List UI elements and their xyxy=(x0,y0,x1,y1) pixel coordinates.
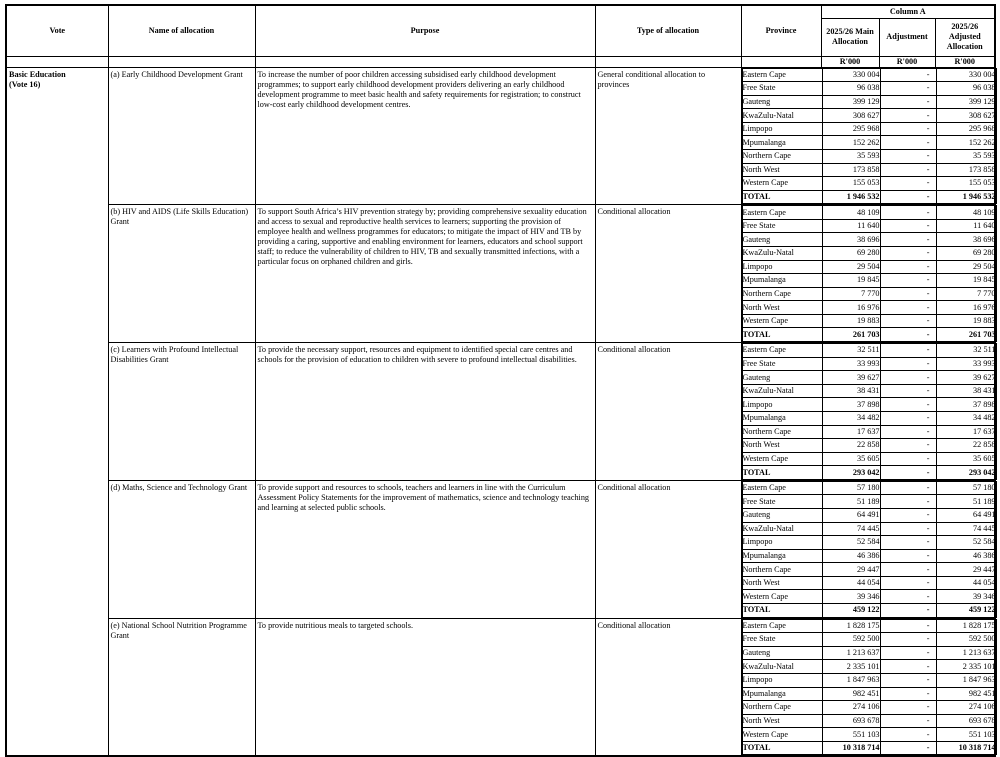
grant-purpose: To support South Africa’s HIV prevention strategy by; providing comprehensive sexuality education and access to sexual and reproductive health services to learners; supporting the provision of employee health and wellness programmes for educators; to mitigate the impact of HIV and TB by providing a caring, supportive and enabling environment for learners, educators and school support staff; to reduce the vulnerability of children to HIV, TB and sexually transmitted infections, with a particular focus on orphaned children and girls. xyxy=(255,205,595,343)
province-row xyxy=(742,95,996,109)
adjustment-value: - xyxy=(880,95,936,109)
adjusted-allocation-value: 35 593 xyxy=(936,149,996,163)
total-label: TOTAL xyxy=(742,741,822,755)
main-allocation-value: 52 584 xyxy=(822,536,880,550)
grant-purpose: To provide the necessary support, resources and equipment to identified special care centres and schools for the provision of education to children with severe to profound intellectual disabilities. xyxy=(255,343,595,481)
adjustment-value: - xyxy=(880,495,936,509)
adjusted-allocation-value: 52 584 xyxy=(936,536,996,550)
main-allocation-value: 57 180 xyxy=(822,481,880,495)
adjustment-value: - xyxy=(880,247,936,261)
adjustment-value: - xyxy=(880,439,936,453)
total-main-allocation: 1 946 532 xyxy=(822,190,880,204)
grant-type: Conditional allocation xyxy=(595,205,741,343)
main-allocation-value: 96 038 xyxy=(822,82,880,96)
main-allocation-value: 152 262 xyxy=(822,136,880,150)
header-adjustment: Adjustment xyxy=(879,18,935,56)
adjustment-value: - xyxy=(880,728,936,742)
province-name: Mpumalanga xyxy=(742,411,822,425)
adjustment-value: - xyxy=(880,233,936,247)
adjustment-value: - xyxy=(880,149,936,163)
total-adjustment: - xyxy=(880,190,936,204)
main-allocation-value: 29 447 xyxy=(822,563,880,577)
province-row xyxy=(742,495,996,509)
province-row xyxy=(742,481,996,495)
adjustment-value: - xyxy=(880,398,936,412)
total-main-allocation: 293 042 xyxy=(822,466,880,480)
adjustment-value: - xyxy=(880,536,936,550)
grant-type: General conditional allocation to provinces xyxy=(595,67,741,205)
header-purpose: Purpose xyxy=(255,5,595,56)
main-allocation-value: 399 129 xyxy=(822,95,880,109)
adjusted-allocation-value: 1 828 175 xyxy=(936,619,996,633)
vote-name: Basic Education xyxy=(9,69,66,79)
adjustment-value: - xyxy=(880,371,936,385)
province-name: Free State xyxy=(742,357,822,371)
main-allocation-value: 48 109 xyxy=(822,206,880,220)
adjusted-allocation-value: 48 109 xyxy=(936,206,996,220)
adjusted-allocation-value: 38 696 xyxy=(936,233,996,247)
main-allocation-value: 35 593 xyxy=(822,149,880,163)
header-vote: Vote xyxy=(6,5,108,56)
main-allocation-value: 22 858 xyxy=(822,439,880,453)
grant-type: Conditional allocation xyxy=(595,480,741,618)
adjustment-value: - xyxy=(880,549,936,563)
main-allocation-value: 39 627 xyxy=(822,371,880,385)
adjustment-value: - xyxy=(880,219,936,233)
province-row xyxy=(742,439,996,453)
province-name: Gauteng xyxy=(742,95,822,109)
province-row xyxy=(742,633,996,647)
adjustment-value: - xyxy=(880,287,936,301)
province-name: Mpumalanga xyxy=(742,274,822,288)
adjusted-allocation-value: 173 858 xyxy=(936,163,996,177)
province-name: Western Cape xyxy=(742,314,822,328)
adjusted-allocation-value: 32 511 xyxy=(936,344,996,358)
province-name: Northern Cape xyxy=(742,287,822,301)
province-row xyxy=(742,357,996,371)
grant-name: (a) Early Childhood Development Grant xyxy=(108,67,255,205)
adjusted-allocation-value: 1 847 963 xyxy=(936,673,996,687)
adjustment-value: - xyxy=(880,344,936,358)
province-name: North West xyxy=(742,439,822,453)
adjusted-allocation-value: 22 858 xyxy=(936,439,996,453)
province-name: Western Cape xyxy=(742,452,822,466)
adjusted-allocation-value: 1 213 637 xyxy=(936,646,996,660)
province-row xyxy=(742,384,996,398)
adjusted-allocation-value: 29 504 xyxy=(936,260,996,274)
province-row xyxy=(742,673,996,687)
vote-number: (Vote 16) xyxy=(9,79,41,89)
grant-province-block xyxy=(741,618,995,756)
main-allocation-value: 295 968 xyxy=(822,122,880,136)
main-allocation-value: 1 213 637 xyxy=(822,646,880,660)
province-row xyxy=(742,398,996,412)
province-row xyxy=(742,660,996,674)
unit-label: R'000 xyxy=(935,56,995,67)
adjusted-allocation-value: 152 262 xyxy=(936,136,996,150)
adjusted-allocation-value: 39 346 xyxy=(936,590,996,604)
province-row xyxy=(742,274,996,288)
province-row xyxy=(742,206,996,220)
province-name: Eastern Cape xyxy=(742,206,822,220)
province-name: Northern Cape xyxy=(742,149,822,163)
province-row xyxy=(742,646,996,660)
adjusted-allocation-value: 39 627 xyxy=(936,371,996,385)
adjustment-value: - xyxy=(880,576,936,590)
adjusted-allocation-value: 11 640 xyxy=(936,219,996,233)
adjusted-allocation-value: 34 482 xyxy=(936,411,996,425)
main-allocation-value: 7 770 xyxy=(822,287,880,301)
adjusted-allocation-value: 69 280 xyxy=(936,247,996,261)
adjustment-value: - xyxy=(880,163,936,177)
adjustment-value: - xyxy=(880,481,936,495)
adjustment-value: - xyxy=(880,68,936,82)
adjustment-value: - xyxy=(880,701,936,715)
adjusted-allocation-value: 308 627 xyxy=(936,109,996,123)
province-row xyxy=(742,247,996,261)
province-name: Free State xyxy=(742,495,822,509)
unit-label: R'000 xyxy=(821,56,879,67)
main-allocation-value: 693 678 xyxy=(822,714,880,728)
adjustment-value: - xyxy=(880,509,936,523)
adjustment-value: - xyxy=(880,136,936,150)
header-type: Type of allocation xyxy=(595,5,741,56)
province-name: Gauteng xyxy=(742,509,822,523)
province-row xyxy=(742,177,996,191)
adjustment-value: - xyxy=(880,177,936,191)
province-name: KwaZulu-Natal xyxy=(742,522,822,536)
total-adjustment: - xyxy=(880,741,936,755)
total-adjusted-allocation: 1 946 532 xyxy=(936,190,996,204)
adjustment-value: - xyxy=(880,82,936,96)
province-row xyxy=(742,82,996,96)
province-name: Limpopo xyxy=(742,673,822,687)
province-name: Eastern Cape xyxy=(742,344,822,358)
adjustment-value: - xyxy=(880,687,936,701)
province-name: KwaZulu-Natal xyxy=(742,660,822,674)
province-name: Western Cape xyxy=(742,177,822,191)
main-allocation-value: 308 627 xyxy=(822,109,880,123)
adjusted-allocation-value: 155 053 xyxy=(936,177,996,191)
grant-row xyxy=(6,343,995,481)
adjustment-value: - xyxy=(880,425,936,439)
province-name: North West xyxy=(742,576,822,590)
grant-name: (b) HIV and AIDS (Life Skills Education) Grant xyxy=(108,205,255,343)
adjustment-value: - xyxy=(880,122,936,136)
total-row xyxy=(742,190,996,204)
adjustment-value: - xyxy=(880,260,936,274)
main-allocation-value: 17 637 xyxy=(822,425,880,439)
adjusted-allocation-value: 399 129 xyxy=(936,95,996,109)
total-main-allocation: 10 318 714 xyxy=(822,741,880,755)
main-allocation-value: 1 847 963 xyxy=(822,673,880,687)
adjusted-allocation-value: 7 770 xyxy=(936,287,996,301)
main-allocation-value: 38 431 xyxy=(822,384,880,398)
province-row xyxy=(742,163,996,177)
main-allocation-value: 34 482 xyxy=(822,411,880,425)
total-label: TOTAL xyxy=(742,466,822,480)
province-row xyxy=(742,411,996,425)
main-allocation-value: 2 335 101 xyxy=(822,660,880,674)
main-allocation-value: 274 106 xyxy=(822,701,880,715)
adjusted-allocation-value: 64 491 xyxy=(936,509,996,523)
grant-row xyxy=(6,480,995,618)
total-adjusted-allocation: 459 122 xyxy=(936,604,996,618)
province-row xyxy=(742,371,996,385)
total-main-allocation: 459 122 xyxy=(822,604,880,618)
main-allocation-value: 74 445 xyxy=(822,522,880,536)
total-adjustment: - xyxy=(880,466,936,480)
province-row xyxy=(742,576,996,590)
allocation-table xyxy=(5,4,996,757)
grant-province-block xyxy=(741,480,995,618)
total-adjusted-allocation: 293 042 xyxy=(936,466,996,480)
main-allocation-value: 69 280 xyxy=(822,247,880,261)
main-allocation-value: 37 898 xyxy=(822,398,880,412)
adjustment-value: - xyxy=(880,314,936,328)
province-row xyxy=(742,149,996,163)
main-allocation-value: 35 605 xyxy=(822,452,880,466)
main-allocation-value: 982 451 xyxy=(822,687,880,701)
adjusted-allocation-value: 57 180 xyxy=(936,481,996,495)
total-main-allocation: 261 703 xyxy=(822,328,880,342)
province-row xyxy=(742,344,996,358)
province-name: Limpopo xyxy=(742,398,822,412)
province-name: KwaZulu-Natal xyxy=(742,247,822,261)
main-allocation-value: 46 386 xyxy=(822,549,880,563)
province-row xyxy=(742,136,996,150)
main-allocation-value: 19 845 xyxy=(822,274,880,288)
adjusted-allocation-value: 19 845 xyxy=(936,274,996,288)
province-row xyxy=(742,728,996,742)
province-row xyxy=(742,109,996,123)
grant-row xyxy=(6,67,995,205)
province-name: Free State xyxy=(742,82,822,96)
adjusted-allocation-value: 44 054 xyxy=(936,576,996,590)
province-row xyxy=(742,563,996,577)
province-name: Gauteng xyxy=(742,371,822,385)
province-name: Limpopo xyxy=(742,536,822,550)
main-allocation-value: 16 976 xyxy=(822,301,880,315)
adjusted-allocation-value: 51 189 xyxy=(936,495,996,509)
adjustment-value: - xyxy=(880,522,936,536)
adjustment-value: - xyxy=(880,206,936,220)
adjusted-allocation-value: 29 447 xyxy=(936,563,996,577)
grant-name: (c) Learners with Profound Intellectual Disabilities Grant xyxy=(108,343,255,481)
province-name: Eastern Cape xyxy=(742,619,822,633)
province-row xyxy=(742,590,996,604)
province-row xyxy=(742,219,996,233)
grant-purpose: To provide support and resources to schools, teachers and learners in line with the Curriculum Assessment Policy Statements for the improvement of mathematics, science and technology teaching and learning at selected public schools. xyxy=(255,480,595,618)
adjustment-value: - xyxy=(880,384,936,398)
unit-label: R'000 xyxy=(879,56,935,67)
main-allocation-value: 155 053 xyxy=(822,177,880,191)
adjustment-value: - xyxy=(880,301,936,315)
province-name: North West xyxy=(742,301,822,315)
province-name: Mpumalanga xyxy=(742,687,822,701)
adjusted-allocation-value: 982 451 xyxy=(936,687,996,701)
total-row xyxy=(742,741,996,755)
province-name: Northern Cape xyxy=(742,425,822,439)
adjustment-value: - xyxy=(880,619,936,633)
grant-purpose: To provide nutritious meals to targeted schools. xyxy=(255,618,595,756)
total-adjustment: - xyxy=(880,328,936,342)
province-row xyxy=(742,549,996,563)
adjustment-value: - xyxy=(880,590,936,604)
province-row xyxy=(742,314,996,328)
adjustment-value: - xyxy=(880,714,936,728)
grant-row xyxy=(6,618,995,756)
adjusted-allocation-value: 35 605 xyxy=(936,452,996,466)
main-allocation-value: 1 828 175 xyxy=(822,619,880,633)
main-allocation-value: 551 103 xyxy=(822,728,880,742)
total-row xyxy=(742,328,996,342)
adjusted-allocation-value: 33 993 xyxy=(936,357,996,371)
province-name: Gauteng xyxy=(742,646,822,660)
adjusted-allocation-value: 46 386 xyxy=(936,549,996,563)
total-label: TOTAL xyxy=(742,190,822,204)
adjusted-allocation-value: 74 445 xyxy=(936,522,996,536)
province-row xyxy=(742,536,996,550)
grant-purpose: To increase the number of poor children accessing subsidised early childhood development programmes; to support early childhood development providers delivering an early childhood development programme to meet basic health and safety requirements for registration; to construct low-cost early childhood development centres. xyxy=(255,67,595,205)
adjusted-allocation-value: 17 637 xyxy=(936,425,996,439)
province-name: Free State xyxy=(742,633,822,647)
province-name: Western Cape xyxy=(742,728,822,742)
province-row xyxy=(742,687,996,701)
province-row xyxy=(742,301,996,315)
main-allocation-value: 33 993 xyxy=(822,357,880,371)
province-name: KwaZulu-Natal xyxy=(742,109,822,123)
province-name: KwaZulu-Natal xyxy=(742,384,822,398)
main-allocation-value: 29 504 xyxy=(822,260,880,274)
adjusted-allocation-value: 295 968 xyxy=(936,122,996,136)
main-allocation-value: 39 346 xyxy=(822,590,880,604)
adjusted-allocation-value: 37 898 xyxy=(936,398,996,412)
province-name: Mpumalanga xyxy=(742,136,822,150)
province-name: Western Cape xyxy=(742,590,822,604)
adjusted-allocation-value: 330 004 xyxy=(936,68,996,82)
adjustment-value: - xyxy=(880,411,936,425)
adjusted-allocation-value: 592 500 xyxy=(936,633,996,647)
main-allocation-value: 32 511 xyxy=(822,344,880,358)
adjusted-allocation-value: 38 431 xyxy=(936,384,996,398)
province-name: Mpumalanga xyxy=(742,549,822,563)
province-row xyxy=(742,68,996,82)
header-adjusted-allocation: 2025/26 Adjusted Allocation xyxy=(935,18,995,56)
grant-name: (d) Maths, Science and Technology Grant xyxy=(108,480,255,618)
province-name: North West xyxy=(742,163,822,177)
province-row xyxy=(742,122,996,136)
province-row xyxy=(742,522,996,536)
total-label: TOTAL xyxy=(742,328,822,342)
province-name: Northern Cape xyxy=(742,563,822,577)
header-province: Province xyxy=(741,5,821,56)
adjusted-allocation-value: 551 103 xyxy=(936,728,996,742)
main-allocation-value: 11 640 xyxy=(822,219,880,233)
province-row xyxy=(742,287,996,301)
main-allocation-value: 173 858 xyxy=(822,163,880,177)
grant-province-block xyxy=(741,343,995,481)
province-name: Limpopo xyxy=(742,122,822,136)
province-name: Northern Cape xyxy=(742,701,822,715)
adjusted-allocation-value: 2 335 101 xyxy=(936,660,996,674)
main-allocation-value: 51 189 xyxy=(822,495,880,509)
total-label: TOTAL xyxy=(742,604,822,618)
adjustment-value: - xyxy=(880,673,936,687)
grant-type: Conditional allocation xyxy=(595,618,741,756)
adjustment-value: - xyxy=(880,452,936,466)
adjustment-value: - xyxy=(880,563,936,577)
grant-row xyxy=(6,205,995,343)
province-name: Eastern Cape xyxy=(742,68,822,82)
main-allocation-value: 64 491 xyxy=(822,509,880,523)
total-adjusted-allocation: 10 318 714 xyxy=(936,741,996,755)
province-name: North West xyxy=(742,714,822,728)
adjusted-allocation-value: 274 106 xyxy=(936,701,996,715)
adjusted-allocation-value: 96 038 xyxy=(936,82,996,96)
province-row xyxy=(742,260,996,274)
grant-name: (e) National School Nutrition Programme Grant xyxy=(108,618,255,756)
adjustment-value: - xyxy=(880,109,936,123)
main-allocation-value: 19 883 xyxy=(822,314,880,328)
adjustment-value: - xyxy=(880,646,936,660)
adjusted-allocation-value: 19 883 xyxy=(936,314,996,328)
province-name: Limpopo xyxy=(742,260,822,274)
province-name: Eastern Cape xyxy=(742,481,822,495)
main-allocation-value: 330 004 xyxy=(822,68,880,82)
province-name: Free State xyxy=(742,219,822,233)
province-row xyxy=(742,714,996,728)
header-column-a: Column A xyxy=(821,5,995,18)
total-adjusted-allocation: 261 703 xyxy=(936,328,996,342)
grant-type: Conditional allocation xyxy=(595,343,741,481)
province-name: Gauteng xyxy=(742,233,822,247)
adjusted-allocation-value: 16 976 xyxy=(936,301,996,315)
adjustment-value: - xyxy=(880,274,936,288)
header-main-allocation: 2025/26 Main Allocation xyxy=(821,18,879,56)
adjustment-value: - xyxy=(880,633,936,647)
province-row xyxy=(742,619,996,633)
header-name: Name of allocation xyxy=(108,5,255,56)
main-allocation-value: 44 054 xyxy=(822,576,880,590)
province-row xyxy=(742,425,996,439)
total-adjustment: - xyxy=(880,604,936,618)
total-row xyxy=(742,604,996,618)
adjustment-value: - xyxy=(880,660,936,674)
main-allocation-value: 38 696 xyxy=(822,233,880,247)
adjusted-allocation-value: 693 678 xyxy=(936,714,996,728)
adjustment-value: - xyxy=(880,357,936,371)
grant-province-block xyxy=(741,67,995,205)
province-row xyxy=(742,509,996,523)
grant-province-block xyxy=(741,205,995,343)
main-allocation-value: 592 500 xyxy=(822,633,880,647)
vote-cell xyxy=(6,67,108,756)
province-row xyxy=(742,452,996,466)
province-row xyxy=(742,233,996,247)
total-row xyxy=(742,466,996,480)
